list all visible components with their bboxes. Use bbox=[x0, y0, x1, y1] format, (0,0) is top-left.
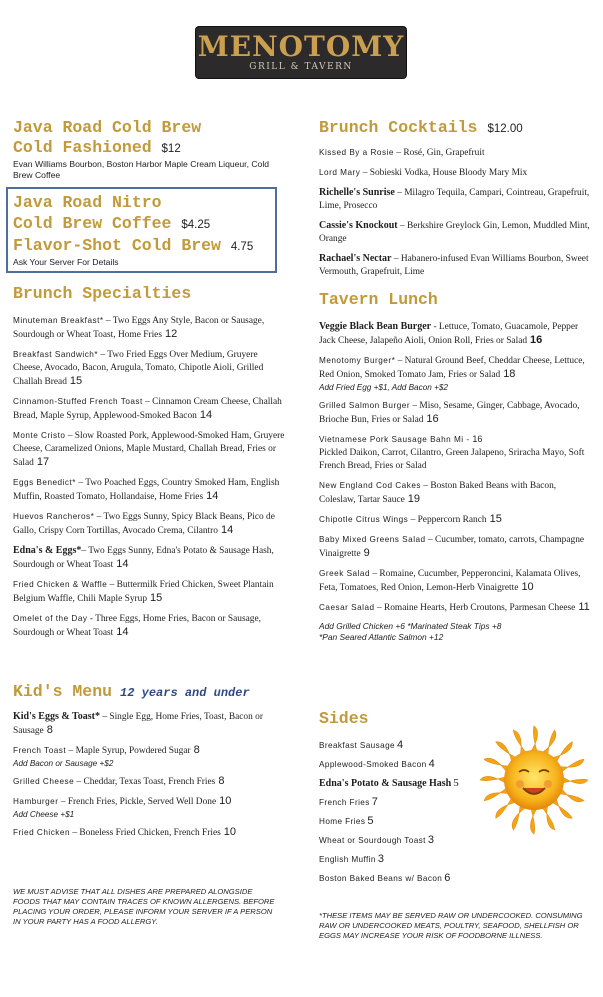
logo-name: MENOTOMY bbox=[197, 30, 405, 63]
item-description: – Cheddar, Texas Toast, French Fries bbox=[74, 777, 216, 787]
item-price: 18 bbox=[503, 368, 516, 380]
item-description: – Single Egg, Home Fries, Toast, Bacon or Sausage bbox=[13, 712, 263, 736]
item-name: Lord Mary bbox=[319, 168, 361, 177]
java-cold-brew-name: Cold Fashioned bbox=[13, 138, 152, 157]
menu-item bbox=[319, 252, 591, 279]
side-item bbox=[319, 872, 479, 885]
item-description: – Romaine, Cucumber, Pepperoncini, Kalamata Olives, Feta, Tomatoes, Red Onion, Lemon-Herb Vinaigrette bbox=[319, 569, 581, 593]
side-price: 3 bbox=[427, 834, 434, 846]
kids-menu-subtitle: 12 years and under bbox=[120, 686, 250, 700]
item-price: 10 bbox=[521, 581, 534, 593]
menu-item bbox=[319, 533, 591, 561]
java-cold-brew-title-1: Java Road Cold Brew bbox=[13, 118, 202, 137]
item-price: 14 bbox=[206, 490, 219, 502]
nitro-line-2 bbox=[13, 214, 275, 235]
item-description: – Boston Baked Beans with Bacon, Coleslaw, Tartar Sauce bbox=[319, 481, 557, 505]
side-item bbox=[319, 815, 479, 828]
item-name: French Toast bbox=[13, 746, 67, 755]
sun-ray bbox=[480, 776, 506, 783]
menu-item bbox=[13, 795, 289, 820]
menu-item bbox=[13, 710, 289, 738]
brunch-cocktails-title: Brunch Cocktails bbox=[319, 118, 478, 137]
item-price: 10 bbox=[223, 826, 237, 838]
item-price: 9 bbox=[363, 547, 370, 559]
side-price: 7 bbox=[371, 796, 378, 808]
brunch-specialties-section bbox=[13, 284, 289, 646]
item-price: 15 bbox=[489, 513, 502, 525]
tavern-lunch-section bbox=[319, 290, 591, 643]
sides-section bbox=[319, 709, 479, 891]
item-price: 15 bbox=[69, 375, 83, 387]
menu-item bbox=[319, 601, 591, 615]
item-name: Breakfast Sandwich* bbox=[13, 350, 99, 359]
menu-item bbox=[319, 433, 591, 473]
smiling-sun-icon bbox=[478, 724, 590, 836]
item-description: – Habanero-infused Evan Williams Bourbon, Sweet Vermouth, Grapefruit, Lime bbox=[319, 254, 589, 277]
item-name: Cinnamon-Stuffed French Toast bbox=[13, 397, 143, 406]
item-name: Kissed By a Rosie bbox=[319, 148, 394, 157]
kids-menu-header bbox=[13, 682, 289, 702]
nitro-line-3 bbox=[13, 236, 275, 257]
item-price: 8 bbox=[193, 744, 200, 756]
item-description: – Two Fried Eggs Over Medium, Gruyere Cheese, Avocado, Bacon, Arugula, Tomato, Chipotle Aioli, Grilled Challah Bread bbox=[13, 350, 264, 387]
side-name: English Muffin bbox=[319, 855, 376, 864]
item-price: 14 bbox=[199, 409, 213, 421]
item-name: Omelet of the Day bbox=[13, 614, 88, 623]
side-item bbox=[319, 834, 479, 847]
item-addon: Add Bacon or Sausage +$2 bbox=[13, 759, 114, 768]
sun-ray bbox=[530, 808, 537, 834]
item-name: Cassie's Knockout bbox=[319, 220, 398, 231]
brunch-cocktails-section bbox=[319, 118, 591, 285]
item-name: Greek Salad bbox=[319, 569, 371, 578]
menu-item bbox=[13, 826, 289, 840]
menu-item bbox=[13, 314, 289, 342]
item-price: 14 bbox=[116, 626, 129, 638]
lunch-addons-line-2: *Pan Seared Atlantic Salmon +12 bbox=[319, 632, 444, 642]
java-cold-brew-section bbox=[13, 118, 285, 181]
menu-item bbox=[319, 399, 591, 427]
side-price: 6 bbox=[444, 872, 451, 884]
menu-item bbox=[319, 354, 591, 393]
item-price: 16 bbox=[530, 334, 543, 346]
sun-ray bbox=[562, 777, 588, 784]
brunch-cocktails-price: $12.00 bbox=[487, 123, 523, 135]
menu-item bbox=[13, 429, 289, 470]
kids-menu-section bbox=[13, 682, 289, 846]
item-name: Fried Chicken bbox=[13, 828, 71, 837]
item-description: – Maple Syrup, Powdered Sugar bbox=[66, 746, 191, 756]
item-name: Menotomy Burger* bbox=[319, 356, 396, 365]
side-item bbox=[319, 777, 479, 790]
item-name: Chipotle Citrus Wings bbox=[319, 515, 409, 524]
item-description: – Berkshire Greylock Gin, Lemon, Muddled Mint, Orange bbox=[319, 221, 590, 244]
item-name: New England Cod Cakes bbox=[319, 481, 421, 490]
item-description: – Boneless Fried Chicken, French Fries bbox=[70, 828, 221, 838]
side-name: Applewood-Smoked Bacon bbox=[319, 760, 427, 769]
item-price: 16 bbox=[472, 434, 483, 444]
item-description: – Two Eggs Sunny, Spicy Black Beans, Pico de Gallo, Crispy Corn Tortillas, Avocado Crema, Cilantro bbox=[13, 512, 275, 536]
item-name: Kid's Eggs & Toast* bbox=[13, 711, 100, 722]
item-name: Fried Chicken & Waffle bbox=[13, 580, 108, 589]
menu-item bbox=[319, 320, 591, 348]
side-price: 4 bbox=[396, 739, 404, 751]
item-name: Richelle's Sunrise bbox=[319, 187, 395, 198]
side-name: Breakfast Sausage bbox=[319, 741, 395, 750]
side-name: Edna's Potato & Sausage Hash bbox=[319, 778, 452, 789]
brunch-specialties-list bbox=[13, 314, 289, 640]
sides-list bbox=[319, 739, 479, 885]
item-name: Baby Mixed Greens Salad bbox=[319, 535, 426, 544]
tavern-lunch-list bbox=[319, 320, 591, 615]
item-description: – Two Eggs Sunny, Edna's Potato & Sausage Hash, Sourdough or Wheat Toast bbox=[13, 546, 274, 570]
menu-item bbox=[13, 744, 289, 769]
java-nitro-section bbox=[13, 193, 275, 268]
item-name: Huevos Rancheros* bbox=[13, 512, 95, 521]
item-description: – Romaine Hearts, Herb Croutons, Parmesan Cheese bbox=[374, 603, 576, 613]
menu-item bbox=[319, 513, 591, 527]
side-price: 4 bbox=[428, 758, 435, 770]
left-column bbox=[13, 118, 285, 181]
item-name: Veggie Black Bean Burger bbox=[319, 321, 432, 332]
item-description: – Buttermilk Fried Chicken, Sweet Plantain Belgium Waffle, Chili Maple Syrup bbox=[13, 580, 274, 604]
menu-item bbox=[319, 479, 591, 507]
flavor-shot-name: Flavor-Shot Cold Brew bbox=[13, 236, 221, 255]
menu-item bbox=[13, 348, 289, 389]
item-addon: Add Fried Egg +$1, Add Bacon +$2 bbox=[319, 383, 448, 392]
item-description: – Rosé, Gin, Grapefruit bbox=[393, 148, 485, 158]
brunch-specialties-title: Brunch Specialties bbox=[13, 284, 192, 303]
java-cold-brew-desc: Evan Williams Bourbon, Boston Harbor Maple Cream Liqueur, Cold Brew Coffee bbox=[13, 159, 270, 180]
side-item bbox=[319, 739, 479, 752]
restaurant-logo bbox=[196, 27, 406, 78]
menu-item bbox=[13, 544, 289, 572]
nitro-title: Java Road Nitro bbox=[13, 193, 162, 212]
item-price: 10 bbox=[219, 795, 232, 807]
sun-ray bbox=[531, 726, 538, 752]
brunch-cocktails-header bbox=[319, 118, 591, 138]
item-name: Minuteman Breakfast* bbox=[13, 316, 104, 325]
item-price: 8 bbox=[46, 724, 53, 736]
item-description: – Peppercorn Ranch bbox=[408, 515, 487, 525]
item-description: - Lettuce, Tomato, Guacamole, Pepper Jack Cheese, Jalapeño Aioli, Onion Roll, Fries or Salad bbox=[319, 322, 579, 346]
item-price: 14 bbox=[116, 558, 129, 570]
side-item bbox=[319, 758, 479, 771]
side-name: Boston Baked Beans w/ Bacon bbox=[319, 874, 443, 883]
menu-item bbox=[13, 476, 289, 504]
item-name: Grilled Cheese bbox=[13, 777, 75, 786]
item-price: 14 bbox=[220, 524, 234, 536]
side-price: 5 bbox=[453, 777, 459, 789]
sides-title: Sides bbox=[319, 709, 369, 728]
item-name: Grilled Salmon Burger bbox=[319, 401, 411, 410]
item-description: – Cinnamon Cream Cheese, Challah Bread, Maple Syrup, Applewood-Smoked Bacon bbox=[13, 397, 282, 421]
item-name: Edna's & Eggs* bbox=[13, 545, 82, 556]
item-price: 12 bbox=[164, 328, 178, 340]
menu-item bbox=[13, 612, 289, 640]
item-price: 17 bbox=[36, 456, 50, 468]
java-cold-brew-price: $12 bbox=[161, 143, 181, 155]
menu-item bbox=[13, 578, 289, 606]
side-price: 3 bbox=[377, 853, 385, 865]
menu-item bbox=[319, 219, 591, 246]
menu-item bbox=[319, 146, 591, 160]
item-description: – French Fries, Pickle, Served Well Done bbox=[58, 797, 217, 807]
item-name: Vietnamese Pork Sausage Bahn Mi bbox=[319, 435, 464, 444]
brunch-cocktails-list bbox=[319, 146, 591, 279]
lunch-addons-line-1: Add Grilled Chicken +6 *Marinated Steak Tips +8 bbox=[319, 621, 502, 631]
nitro-note: Ask Your Server For Details bbox=[13, 257, 119, 267]
item-description: – Two Eggs Any Style, Bacon or Sausage, Sourdough or Wheat Toast, Home Fries bbox=[13, 316, 265, 340]
item-name: Caesar Salad bbox=[319, 603, 375, 612]
menu-item bbox=[13, 775, 289, 789]
tavern-lunch-title: Tavern Lunch bbox=[319, 290, 438, 309]
item-price: 19 bbox=[407, 493, 421, 505]
raw-food-notice: *THESE ITEMS MAY BE SERVED RAW OR UNDERCOOKED. CONSUMING RAW OR UNDERCOOKED MEATS, POULTRY, SEAFOOD, SHELLFISH OR EGGS MAY INCREASE YOUR RISK OF FOODBORNE ILLNESS. bbox=[319, 911, 583, 940]
item-addon: Add Cheese +$1 bbox=[13, 810, 75, 819]
item-description: – Natural Ground Beef, Cheddar Cheese, Lettuce, Red Onion, Smoked Tomato Jam, Fries or Salad bbox=[319, 356, 585, 380]
item-price: 8 bbox=[218, 775, 225, 787]
menu-item bbox=[13, 395, 289, 423]
menu-item bbox=[13, 510, 289, 538]
side-item bbox=[319, 853, 479, 866]
side-price: 5 bbox=[367, 815, 374, 827]
item-name: Eggs Benedict* bbox=[13, 478, 76, 487]
item-description: – Milagro Tequila, Campari, Cointreau, Grapefruit, Lime, Prosecco bbox=[319, 188, 590, 211]
java-cold-brew-title-2 bbox=[13, 138, 285, 159]
item-description: – Two Poached Eggs, Country Smoked Ham, English Muffin, Roasted Tomato, Hollandaise, Home Fries bbox=[13, 478, 280, 502]
nitro-cold-brew-name: Cold Brew Coffee bbox=[13, 214, 172, 233]
item-price: 15 bbox=[150, 592, 163, 604]
side-name: French Fries bbox=[319, 798, 370, 807]
item-name: Rachael's Nectar bbox=[319, 253, 392, 264]
kids-menu-list bbox=[13, 710, 289, 840]
allergen-notice: WE MUST ADVISE THAT ALL DISHES ARE PREPARED ALONGSIDE FOODS THAT MAY CONTAIN TRACES OF KNOWN ALLERGENS. BEFORE PLACING YOUR ORDER, PLEASE INFORM YOUR SERVER IF A PERSON IN YOUR PARTY HAS A FOOD ALLERGY. bbox=[13, 887, 275, 926]
side-name: Home Fries bbox=[319, 817, 366, 826]
item-price: 16 bbox=[426, 413, 439, 425]
kids-menu-title: Kid's Menu bbox=[13, 682, 113, 701]
item-description: Pickled Daikon, Carrot, Cilantro, Green Jalapeno, Sriracha Mayo, Soft French Bread, Fries or Salad bbox=[319, 448, 585, 471]
item-description: – Slow Roasted Pork, Applewood-Smoked Ham, Gruyere Cheese, Caramelized Onions, Maple Mustard, Challah Bread, Fries or Salad bbox=[13, 431, 285, 468]
nitro-cold-brew-price: $4.25 bbox=[181, 219, 211, 231]
item-price-separator: - bbox=[463, 435, 473, 444]
flavor-shot-price: 4.75 bbox=[230, 241, 254, 253]
item-price: 11 bbox=[578, 601, 590, 613]
item-description: – Sobieski Vodka, House Bloody Mary Mix bbox=[360, 168, 528, 178]
menu-item bbox=[319, 186, 591, 213]
item-name: Hamburger bbox=[13, 797, 59, 806]
logo-subtitle: GRILL & TAVERN bbox=[249, 62, 353, 72]
item-description: - Three Eggs, Home Fries, Bacon or Sausage, Sourdough or Wheat Toast bbox=[13, 614, 261, 638]
side-name: Wheat or Sourdough Toast bbox=[319, 836, 426, 845]
item-description: – Cucumber, tomato, carrots, Champagne Vinaigrette bbox=[319, 535, 585, 559]
item-description: – Miso, Sesame, Ginger, Cabbage, Avocado, Brioche Bun, Fries or Salad bbox=[319, 401, 580, 425]
item-name: Monte Cristo bbox=[13, 431, 66, 440]
menu-item bbox=[319, 166, 591, 180]
side-item bbox=[319, 796, 479, 809]
menu-item bbox=[319, 567, 591, 595]
